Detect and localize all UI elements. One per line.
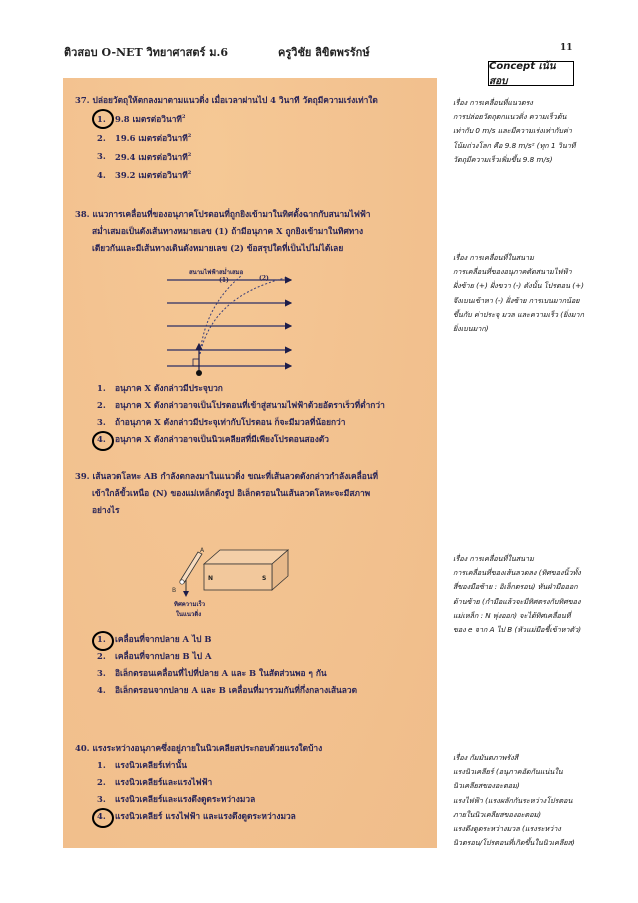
note-line: เท่ากับ 0 m/s และมีความเร่งเท่ากับค่า bbox=[453, 126, 572, 136]
answer-circle bbox=[92, 431, 114, 451]
option-superscript: 2 bbox=[181, 114, 186, 120]
option[interactable] bbox=[75, 165, 378, 184]
option[interactable] bbox=[75, 631, 357, 648]
option[interactable] bbox=[75, 414, 385, 431]
stem-line: แนวการเคลื่อนที่ของอนุภาคโปรตอนที่ถูกยิงเข้ามาในทิศตั้งฉากกับสนามไฟฟ้า bbox=[92, 209, 371, 219]
note-line: จึงเบนเข้าหา (-) ฝั่งซ้าย การเบนมากน้อย bbox=[453, 295, 580, 305]
stem-line: เดียวกันและมีเส้นทางเดินดังหมายเลข (2) ข้อสรุปใดที่เป็นไปไม่ได้เลย bbox=[92, 243, 344, 253]
option-text: 29.4 เมตรต่อวินาที bbox=[115, 151, 188, 162]
question-stem bbox=[75, 740, 322, 757]
note-line: การเคลื่อนที่ของอนุภาคตัดสนามไฟฟ้า bbox=[453, 267, 572, 277]
note-line: ของ e จาก A ไป B (หัวแม่มือชี้เข้าหาตัว) bbox=[453, 625, 582, 635]
right-angle-mark bbox=[193, 359, 199, 366]
question-stem bbox=[75, 468, 378, 485]
option[interactable] bbox=[75, 791, 322, 808]
velocity-caption: ในแนวดิ่ง bbox=[176, 611, 202, 618]
note-line: การปล่อยวัตถุตกแนวดิ่ง ความเร็วต้น bbox=[453, 112, 567, 122]
option[interactable] bbox=[75, 128, 378, 147]
note-line: ฝั่งซ้าย (+) ฝั่งขวา (-) ดังนั้น โปรตอน (+) bbox=[453, 281, 584, 291]
option-superscript: 2 bbox=[187, 170, 192, 177]
option-number: 1. bbox=[97, 760, 106, 770]
option[interactable] bbox=[75, 757, 322, 774]
side-note-40 bbox=[453, 751, 575, 850]
note-line: เรื่อง กัมมันตภาพรังสี bbox=[453, 753, 519, 762]
option-number: 3. bbox=[97, 151, 106, 162]
option-number: 4. bbox=[97, 170, 106, 181]
label-b: B bbox=[172, 587, 177, 594]
path-2-label: (2) bbox=[259, 275, 269, 282]
note-line: แม่เหล็ก : N พุ่งออก) จะได้ทิศเคลื่อนที่ bbox=[453, 610, 571, 620]
option-text: อนุภาค X ดังกล่าวมีประจุบวก bbox=[115, 383, 223, 393]
note-line: โน้มถ่วงโลก คือ 9.8 m/s² (ทุก 1 วินาที bbox=[453, 140, 576, 150]
option-number: 3. bbox=[97, 668, 106, 678]
option-text: ถ้าอนุภาค X ดังกล่าวมีประจุเท่ากับโปรตอน ก็จะมีมวลที่น้อยกว่า bbox=[115, 417, 346, 427]
note-line: ขึ้นกับ ค่าประจุ มวล และความเร็ว (ยิ่งมาก bbox=[453, 309, 584, 319]
option[interactable] bbox=[75, 431, 385, 448]
answer-circle bbox=[92, 109, 114, 129]
stem-line: ปล่อยวัตถุให้ตกลงมาตามแนวดิ่ง เมื่อเวลาผ่านไป 4 วินาที วัตถุมีความเร่งเท่าใด bbox=[92, 95, 378, 105]
option-number: 4. bbox=[97, 434, 106, 444]
option-number: 1. bbox=[97, 113, 106, 124]
option-text: เคลื่อนที่จากปลาย A ไป B bbox=[115, 634, 212, 644]
option-text: เคลื่อนที่จากปลาย B ไป A bbox=[115, 651, 212, 661]
header-left: ติวสอบ O-NET วิทยาศาสตร์ ม.6 bbox=[64, 46, 228, 59]
option[interactable] bbox=[75, 147, 378, 166]
side-note-37 bbox=[453, 96, 576, 167]
label-n: N bbox=[208, 575, 214, 582]
option-text: อนุภาค X ดังกล่าวอาจเป็นโปรตอนที่เข้าสู่สนามไฟฟ้าด้วยอัตราเร็วที่ต่ำกว่า bbox=[115, 400, 385, 410]
label-a: A bbox=[200, 547, 205, 554]
page-number: 11 bbox=[560, 43, 573, 53]
wire-end-b bbox=[180, 580, 184, 584]
note-line: สี่ของมือซ้าย : อิเล็กตรอน) หันฝ่ามือออก bbox=[453, 582, 578, 592]
note-line: แรงไฟฟ้า (แรงผลักกันระหว่างโปรตอน bbox=[453, 795, 573, 805]
option[interactable] bbox=[75, 109, 378, 128]
note-line: แรงนิวเคลียร์ (อนุภาคอัดกันแน่นใน bbox=[453, 767, 563, 777]
question-number: 40. bbox=[75, 743, 90, 753]
option-number: 3. bbox=[97, 794, 106, 804]
question-number: 38. bbox=[75, 209, 90, 219]
concept-box bbox=[488, 61, 574, 86]
header-author: ครูวิชัย ลิขิตพรรักษ์ bbox=[278, 46, 370, 59]
note-line: วัตถุมีความเร็วเพิ่มขึ้น 9.8 m/s) bbox=[453, 154, 553, 164]
option[interactable] bbox=[75, 380, 385, 397]
note-line: แรงดึงดูดระหว่างมวล (แรงระหว่าง bbox=[453, 824, 561, 834]
note-line: การเคลื่อนที่ของเส้นลวดลง (ทิศของนิ้วทั้ง bbox=[453, 568, 581, 578]
option[interactable] bbox=[75, 682, 357, 699]
note-line: ด้านซ้าย (กำมือแล้วจะมีทิศตรงกับทิศของ bbox=[453, 596, 581, 606]
question-stem bbox=[75, 92, 378, 109]
question-38-options bbox=[75, 380, 385, 448]
question-37 bbox=[75, 92, 378, 184]
question-number: 39. bbox=[75, 471, 90, 481]
option-superscript: 2 bbox=[187, 132, 192, 139]
option-text: อิเล็กตรอนเคลื่อนที่ไปที่ปลาย A และ B ในสัดส่วนพอ ๆ กัน bbox=[115, 668, 327, 678]
answer-circle bbox=[92, 808, 114, 828]
concept-box-label: Concept เน้นสอบ bbox=[489, 60, 556, 87]
field-title: สนามไฟฟ้าสม่ำเสมอ bbox=[189, 269, 244, 276]
question-number: 37. bbox=[75, 95, 90, 105]
option-text: แรงนิวเคลียร์ แรงไฟฟ้า และแรงดึงดูดระหว่างมวล bbox=[115, 811, 296, 821]
option-number: 1. bbox=[97, 383, 106, 393]
note-line: ภายในนิวเคลียสของอะตอม) bbox=[453, 809, 542, 819]
option[interactable] bbox=[75, 774, 322, 791]
stem-line: เส้นลวดโลหะ AB กำลังตกลงมาในแนวดิ่ง ขณะที่เส้นลวดดังกล่าวกำลังเคลื่อนที่ bbox=[92, 471, 379, 481]
path-2 bbox=[200, 278, 285, 354]
option-number: 1. bbox=[97, 634, 106, 644]
option-text: อนุภาค X ดังกล่าวอาจเป็นนิวเคลียสที่มีเพียงโปรตอนสองตัว bbox=[115, 434, 329, 444]
question-39-options bbox=[75, 631, 357, 699]
option-text: 39.2 เมตรต่อวินาที bbox=[115, 170, 188, 181]
label-s: S bbox=[262, 575, 267, 582]
option-number: 2. bbox=[97, 651, 106, 661]
option-text: 19.6 เมตรต่อวินาที bbox=[115, 132, 188, 143]
option[interactable] bbox=[75, 648, 357, 665]
option-text: แรงนิวเคลียร์และแรงดึงดูดระหว่างมวล bbox=[115, 794, 256, 804]
question-39 bbox=[75, 468, 378, 519]
question-40 bbox=[75, 740, 322, 825]
option-text: แรงนิวเคลียร์เท่านั้น bbox=[115, 760, 187, 770]
note-line: ยิ่งเบนมาก) bbox=[453, 324, 489, 334]
option[interactable] bbox=[75, 397, 385, 414]
option-text: 9.8 เมตรต่อวินาที bbox=[115, 113, 182, 124]
option-number: 3. bbox=[97, 417, 106, 427]
option-superscript: 2 bbox=[187, 151, 192, 158]
particle-dot bbox=[196, 370, 202, 376]
note-line: นิวตรอน/โปรตอนที่เกิดขึ้นในนิวเคลียส) bbox=[453, 838, 575, 848]
side-note-38 bbox=[453, 251, 584, 336]
stem-line: เข้าใกล้ขั้วเหนือ (N) ของแม่เหล็กดังรูป อิเล็กตรอนในเส้นลวดโลหะจะมีสภาพ bbox=[92, 488, 371, 498]
option-text: อิเล็กตรอนจากปลาย A และ B เคลื่อนที่มารวมกันที่กึ่งกลางเส้นลวด bbox=[115, 685, 358, 695]
option-number: 4. bbox=[97, 811, 106, 821]
option[interactable] bbox=[75, 665, 357, 682]
option[interactable] bbox=[75, 808, 322, 825]
option-number: 2. bbox=[97, 132, 106, 143]
question-stem bbox=[75, 206, 370, 223]
note-line: เรื่อง การเคลื่อนที่ในสนาม bbox=[453, 554, 534, 563]
path-1-label: (1) bbox=[219, 277, 229, 284]
stem-line: สม่ำเสมอเป็นดังเส้นทางหมายเลข (1) ถ้ามีอนุภาค X ถูกยิงเข้ามาในทิศทาง bbox=[92, 226, 364, 236]
metal-wire bbox=[180, 552, 202, 583]
path-1 bbox=[200, 276, 241, 354]
note-line: เรื่อง การเคลื่อนที่ในสนาม bbox=[453, 253, 534, 262]
magnet-wire-diagram bbox=[168, 546, 308, 622]
option-number: 2. bbox=[97, 400, 106, 410]
velocity-caption: ทิศความเร็ว bbox=[174, 601, 206, 608]
option-text: แรงนิวเคลียร์และแรงไฟฟ้า bbox=[115, 777, 213, 787]
option-number: 2. bbox=[97, 777, 106, 787]
note-line: นิวเคลียสของอะตอม) bbox=[453, 781, 520, 791]
stem-line: อย่างไร bbox=[92, 505, 120, 515]
option-number: 4. bbox=[97, 685, 106, 695]
note-line: เรื่อง การเคลื่อนที่แนวตรง bbox=[453, 98, 533, 107]
scanned-exam-page bbox=[63, 78, 437, 848]
question-38 bbox=[75, 206, 370, 257]
side-note-39 bbox=[453, 552, 581, 637]
electric-field-diagram bbox=[163, 266, 293, 378]
stem-line: แรงระหว่างอนุภาคซึ่งอยู่ภายในนิวเคลียสประกอบด้วยแรงใดบ้าง bbox=[92, 743, 323, 753]
